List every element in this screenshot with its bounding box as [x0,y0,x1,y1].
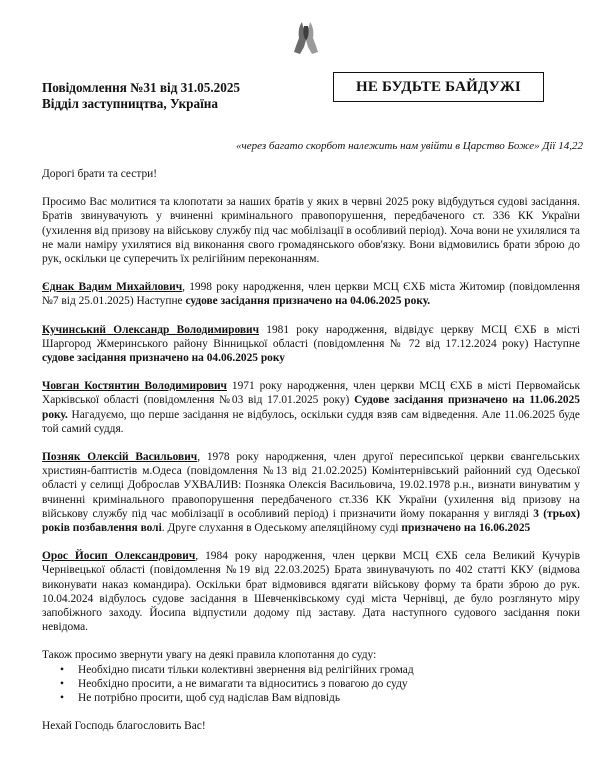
case-text: , 1998 року народження, член церкви МСЦ ЄХБ міста Житомир (повідомлення №7 від 25.01.2025) Наступне [42,281,580,308]
case-tail: . Друге слухання в Одеському апеляційному суді [161,522,402,535]
case-item [42,549,580,634]
case-tail: Нагадуємо, що перше засідання не відбулось, оскільки суддя взяв сам відведення. Але 11.06.2025 буде той самий суддя. [42,408,580,435]
case-name: Позняк Олексій Васильович [42,451,198,464]
greeting: Дорогі брати та сестри! [42,168,158,180]
intro-paragraph: Просимо Вас молитися та клопотати за наших братів у яких в червні 2025 року відбудуться судові засідання. Братів звинувачують у вчиненні кримінального правопорушення, передбаченого ст. 336 КК України (ухилення від призову на військову службу під час мобілізації в особливий період). Хоча вони не ухилялися та не мали наміру ухилятися від виконання свого громадянського обов'язку. Вони відмовились брати зброю до рук, оскільки це суперечить їх релігійним переконанням. [42,196,580,266]
list-item: • Необхідно писати тільки колективні звернення від релігійних громад [78,663,580,677]
case-item [42,280,580,308]
case-name: Човган Костянтин Володимирович [42,380,227,393]
case-text: , 1984 року народження, член церкви МСЦ ЄХБ села Великий Кучурів Чернівецької області (повідомлення №19 від 22.03.2025) Брата звинувачують по 402 статті ККУ (відмова виконувати наказ командира). Оскільки брат відмовився вдягати військову форму та брати зброю до рук. 10.04.2024 відбулось судове засідання в Шевченківському суді міста Чернівці, де було розглянуто міру запобіжного заходу. Йосипа відпустили додому під заставу. Дата наступного судового засідання поки невідома. [42,550,580,634]
case-item [42,450,580,535]
case-highlight: Судове засідання призначено на 11.06.2025 року. [42,394,580,421]
department-name: Відділ заступництва, Україна [42,95,218,111]
case-name: Кучинський Олександр Володимирович [42,323,260,336]
scripture-quote: «через багато скорбот належить нам увійти в Царство Боже» Дії 14,22 [235,140,583,152]
list-item: • Не потрібно просити, щоб суд надіслав Вам відповідь [78,691,580,705]
case-item [42,379,580,436]
notice-number: Повідомлення №31 від 31.05.2025 [42,80,241,95]
case-text: , 1978 року народження, член другої пересипської церкви євангельських християн-баптистів м.Одеса (повідомлення №13 від 21.02.2025) Комінтернівський районний суд Одеської області у селищі Доброслав УХВАЛИВ: Позняка Олексія Васильовича, 19.02.1978 р.н., визнати винуватим у вчиненні кримінального правопорушення передбаченого ст.336 КК України (ухилення від призову на військову службу під час мобілізації в особливий період) і призначити йому покарання у вигляді [42,451,580,520]
case-text: 1981 року народження, відвідує церкву МСЦ ЄХБ в місті Шаргород Жмеринського району Вінницької області (повідомлення № 72 від 17.12.2024 року) Наступне [42,323,580,350]
rules-intro: Також просимо звернути увагу на деякі правила клопотання до суду: [42,649,377,662]
case-highlight: судове засідання призначено на 04.06.2025 року. [185,295,431,308]
praying-hands-icon [290,20,322,56]
case-highlight-2: призначено на 16.06.2025 [401,522,531,535]
case-text: 1971 року народження, член церкви МСЦ ЄХБ в місті Первомайськ Харківської області (повідомлення №03 від 17.01.2025 року) [42,380,580,407]
rules-list [42,663,580,706]
case-item [42,323,580,366]
case-highlight: 3 (трьох) років позбавлення волі [42,507,580,535]
headline-box [333,72,544,102]
closing-line: Нехай Господь благословить Вас! [42,720,206,733]
list-item: • Необхідно просити, а не вимагати та відноситись з повагою до суду [78,677,580,691]
letter-body [42,167,580,734]
case-highlight: судове засідання призначено на 04.06.2025 року [42,352,285,365]
case-name: Єднак Вадим Михайлович [42,281,183,294]
case-name: Орос Йосип Олександрович [42,550,196,563]
notice-header [42,80,240,111]
headline-text: НЕ БУДЬТЕ БАЙДУЖІ [356,78,521,95]
